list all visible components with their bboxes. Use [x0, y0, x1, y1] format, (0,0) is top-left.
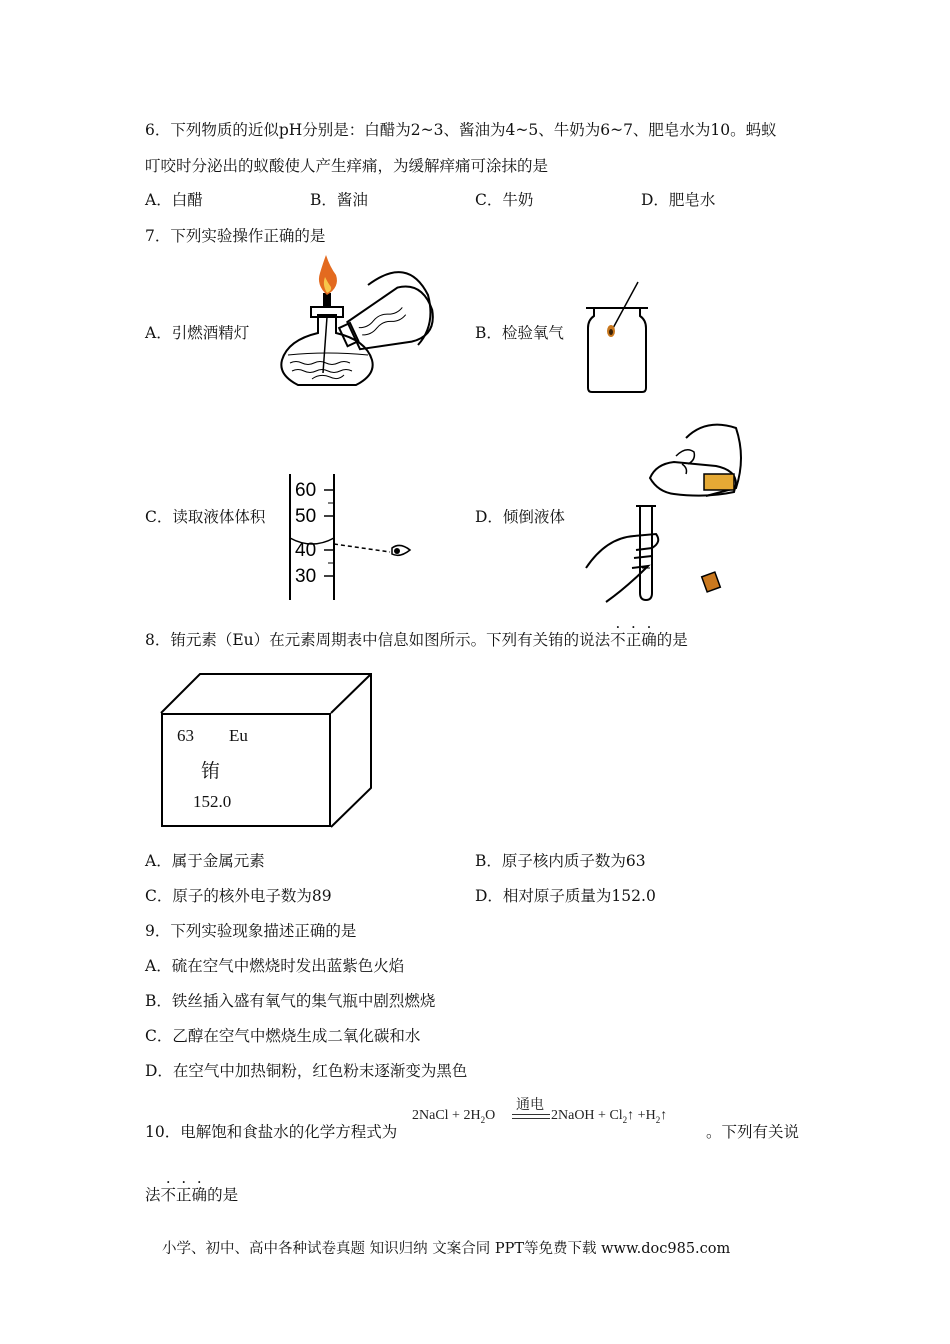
q7-option-c: C．读取液体体积 [145, 508, 266, 526]
gas-jar-illustration [584, 278, 654, 394]
element-name: 铕 [201, 760, 221, 782]
q8-option-b: B．原子核内质子数为63 [475, 852, 646, 870]
q6-option-b: B．酱油 [310, 191, 368, 209]
q6-option-a: A．白醋 [145, 191, 203, 209]
q8-stem-after: 的是 [656, 631, 688, 649]
eq-left: 2NaCl + 2H [412, 1108, 481, 1123]
graduated-cylinder-illustration [288, 474, 418, 602]
q6-stem-line2: 叮咬时分泌出的蚁酸使人产生痒痛，为缓解痒痛可涂抹的是 [145, 157, 549, 175]
q10-line2-before: 法 [145, 1186, 161, 1204]
q9-stem: 9．下列实验现象描述正确的是 [145, 922, 357, 940]
q10-stem-before: 10．电解饱和食盐水的化学方程式为 [145, 1123, 398, 1141]
q7-option-a: A．引燃酒精灯 [145, 324, 250, 342]
q8-emph-3: 确 [641, 631, 657, 649]
eq-left-end: O [485, 1108, 496, 1123]
pouring-liquid-illustration [586, 418, 756, 608]
q10-stem-after: 。下列有关说 [706, 1123, 800, 1141]
cylinder-tick-60: 60 [295, 480, 317, 501]
element-symbol: Eu [229, 726, 248, 745]
q8-emph-2: 正 [625, 631, 642, 649]
q7-option-b: B．检验氧气 [475, 324, 564, 342]
cylinder-tick-40: 40 [295, 540, 317, 561]
eq-right-sub2: 2 [655, 1114, 661, 1125]
q6-stem-line1: 6．下列物质的近似pH分别是：白醋为2~3、酱油为4~5、牛奶为6~7、肥皂水为10。蚂蚁 [145, 121, 777, 139]
q8-option-c: C．原子的核外电子数为89 [145, 887, 332, 905]
q10-emph-1: 不 [160, 1186, 177, 1204]
element-atomic-number: 63 [177, 726, 194, 745]
q8-stem [145, 630, 688, 650]
eq-right1: 2NaOH + Cl [551, 1108, 623, 1123]
eq-bar-top [512, 1114, 550, 1115]
q10-stem-line2 [145, 1185, 238, 1205]
q7-option-d: D．倾倒液体 [475, 508, 565, 526]
q8-option-d: D．相对原子质量为152.0 [475, 887, 656, 905]
q10-emph-3: 确 [191, 1186, 208, 1204]
q6-option-c: C．牛奶 [475, 191, 534, 209]
q9-option-c: C．乙醇在空气中燃烧生成二氧化碳和水 [145, 1027, 421, 1045]
q9-option-b: B．铁丝插入盛有氧气的集气瓶中剧烈燃烧 [145, 992, 436, 1010]
q6-option-d: D．肥皂水 [641, 191, 716, 209]
cylinder-tick-50: 50 [295, 506, 317, 527]
q9-option-d: D．在空气中加热铜粉，红色粉末逐渐变为黑色 [145, 1062, 468, 1080]
eq-right3: ↑ [660, 1108, 668, 1123]
eq-right-sub1: 2 [622, 1114, 628, 1125]
q8-stem-before: 8．铕元素（Eu）在元素周期表中信息如图所示。下列有关铕的说法 [145, 631, 611, 649]
alcohol-lamp-illustration [268, 255, 438, 395]
cylinder-tick-30: 30 [295, 566, 317, 587]
q10-line2-after: 的是 [207, 1186, 239, 1204]
q8-option-a: A．属于金属元素 [145, 852, 265, 870]
q10-emph-2: 正 [176, 1186, 192, 1204]
eq-right2: ↑ +H [627, 1108, 656, 1123]
q8-emph-1: 不 [610, 631, 626, 649]
eq-condition: 通电 [516, 1097, 544, 1113]
element-atomic-mass: 152.0 [193, 792, 232, 811]
eq-left-sub: 2 [480, 1114, 486, 1125]
page-footer: 小学、初中、高中各种试卷真题 知识归纳 文案合同 PPT等免费下载 www.doc985.com [162, 1241, 731, 1257]
eq-bar-bottom [512, 1118, 550, 1119]
q9-option-a: A．硫在空气中燃烧时发出蓝紫色火焰 [145, 957, 405, 975]
q7-stem: 7．下列实验操作正确的是 [145, 227, 326, 245]
